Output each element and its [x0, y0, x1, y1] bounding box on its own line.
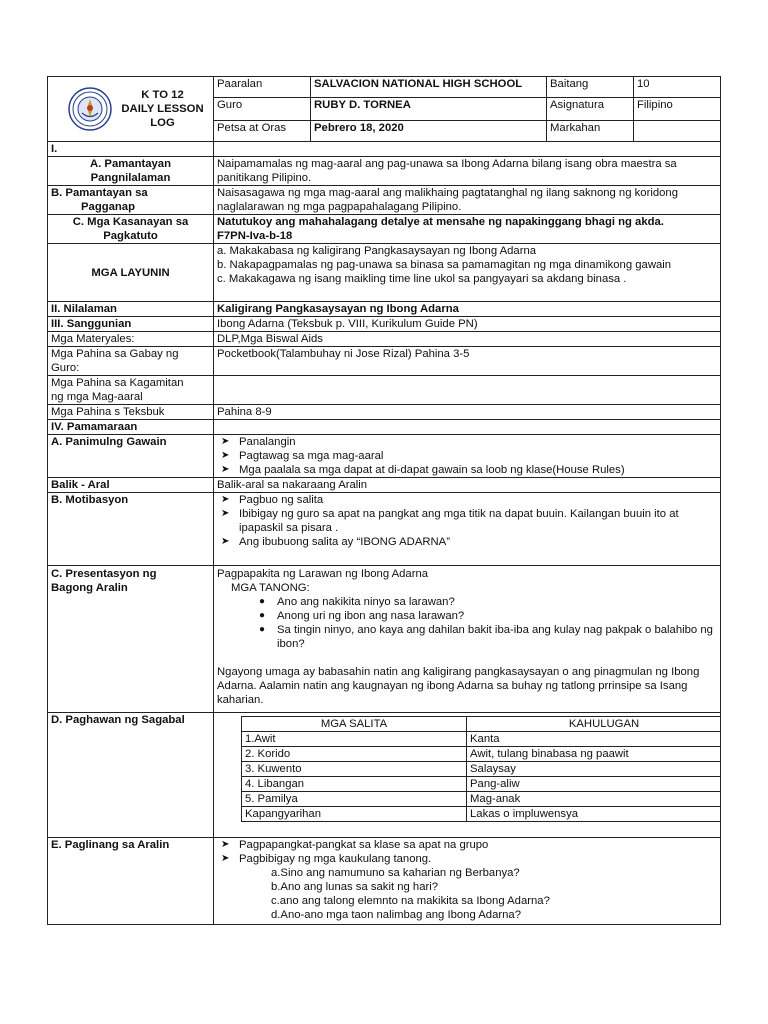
list-item: ● Sa tingin ninyo, ano kaya ang dahilan bakit iba-iba ang kulay nag pakpak o balahibo ng ibon? [259, 624, 713, 650]
arrow-bullet-icon: ➤ [221, 494, 230, 505]
arrow-bullet-icon: ➤ [221, 436, 230, 447]
table-row [242, 732, 721, 747]
presentasyon-content [214, 566, 721, 713]
table-row [242, 777, 721, 792]
kasanayan-label: C. Mga Kasanayan sa Pagkatuto [48, 215, 214, 244]
vocab-header-meaning: KAHULUGAN [467, 717, 721, 732]
list-item: ● Anong uri ng ibon ang nasa larawan? [259, 610, 465, 622]
layunin-list [214, 244, 721, 302]
list-item: ➤ Mga paalala sa mga dapat at di-dapat gawain sa loob ng klase(House Rules) [221, 464, 625, 476]
vocab-meaning: Pang-aliw [467, 777, 721, 792]
dot-bullet-icon: ● [259, 610, 266, 621]
lesson-log-page [47, 76, 720, 925]
baitang-label: Baitang [547, 77, 634, 98]
layunin-label: MGA LAYUNIN [48, 244, 214, 302]
vocab-meaning: Salaysay [467, 762, 721, 777]
arrow-bullet-icon: ➤ [221, 508, 230, 519]
list-item: ➤ Pagbibigay ng mga kaukulang tanong. [221, 853, 432, 865]
arrow-bullet-icon: ➤ [221, 464, 230, 475]
lesson-log-table [47, 76, 721, 925]
arrow-bullet-icon: ➤ [221, 853, 230, 864]
paglinang-question: c.ano ang talong elemnto na makikita sa Ibong Adarna? [271, 895, 550, 907]
paglinang-label: E. Paglinang sa Aralin [48, 838, 214, 925]
pamamaraan-empty [214, 420, 721, 435]
vocab-word: 4. Libangan [242, 777, 467, 792]
motibasyon-label: B. Motibasyon [48, 493, 214, 566]
pamantayan-pagganap-text: Naisasagawa ng mga mag-aaral ang malikhaing pagtatanghal ng ilang saknong ng koridong naglalarawan ng mga pagpapahalagang Pilipino. [214, 186, 721, 215]
vocab-table [241, 716, 721, 822]
presentasyon-paragraph: Ngayong umaga ay babasahin natin ang kaligirang pangkasaysayan o ang pinagmulan ng Ibong Adarna. Aalamin natin ang kaugnayan ng ibong Adarna sa buhay ng tatlong prrinsipe sa Isang kaharian. [217, 666, 700, 706]
arrow-bullet-icon: ➤ [221, 536, 230, 547]
guro-label: Guro [214, 97, 311, 120]
kagamitan-text [214, 376, 721, 405]
panimula-label: A. Panimulng Gawain [48, 435, 214, 478]
baitang-value: 10 [634, 77, 721, 98]
nilalaman-label: II. Nilalaman [48, 302, 214, 317]
vocab-meaning: Lakas o impluwensya [467, 807, 721, 822]
dot-bullet-icon: ● [259, 596, 266, 607]
panimula-list [214, 435, 721, 478]
materyales-label: Mga Materyales: [48, 332, 214, 347]
teksbuk-label: Mga Pahina s Teksbuk [48, 405, 214, 420]
vocab-meaning: Kanta [467, 732, 721, 747]
nilalaman-text: Kaligirang Pangkasaysayan ng Ibong Adarna [214, 302, 721, 317]
teksbuk-text: Pahina 8-9 [214, 405, 721, 420]
vocab-header-word: MGA SALITA [242, 717, 467, 732]
arrow-bullet-icon: ➤ [221, 450, 230, 461]
vocab-meaning: Awit, tulang binabasa ng paawit [467, 747, 721, 762]
vocab-word: 2. Korido [242, 747, 467, 762]
presentasyon-tanong: MGA TANONG: [231, 582, 310, 594]
guro-value: RUBY D. TORNEA [311, 97, 547, 120]
list-item: ➤ Pagbuo ng salita [221, 494, 324, 506]
pamantayan-pangnilalaman-text: Naipamamalas ng mag-aaral ang pag-unawa sa Ibong Adarna bilang isang obra maestra sa panitikang Pilipino. [214, 157, 721, 186]
table-row [242, 792, 721, 807]
sanggunian-label: III. Sanggunian [48, 317, 214, 332]
materyales-text: DLP,Mga Biswal Aids [214, 332, 721, 347]
kagamitan-label: Mga Pahina sa Kagamitan ng mga Mag-aaral [48, 376, 214, 405]
vocab-word: 3. Kuwento [242, 762, 467, 777]
motibasyon-list [214, 493, 721, 566]
paaralan-value: SALVACION NATIONAL HIGH SCHOOL [311, 77, 547, 98]
gabay-text: Pocketbook(Talambuhay ni Jose Rizal) Pahina 3-5 [214, 347, 721, 376]
section-i-label: I. [48, 142, 214, 157]
list-item: ➤ Panalangin [221, 436, 296, 448]
section-i-empty [214, 142, 721, 157]
dot-bullet-icon: ● [259, 624, 266, 635]
vocab-word: 5. Pamilya [242, 792, 467, 807]
layunin-item: b. Nakapagpamalas ng pag-unawa sa binasa sa pamamagitan ng mga dinamikong gawain [217, 259, 672, 271]
sanggunian-text: Ibong Adarna (Teksbuk p. VIII, Kurikulum Guide PN) [214, 317, 721, 332]
paghawan-content [214, 713, 721, 838]
layunin-item: a. Makakabasa ng kaligirang Pangkasaysayan ng Ibong Adarna [217, 245, 537, 257]
asignatura-value: Filipino [634, 97, 721, 120]
paglinang-question: a.Sino ang namumuno sa kaharian ng Berbanya? [271, 867, 520, 879]
paglinang-question: d.Ano-ano mga taon nalimbag ang Ibong Adarna? [271, 909, 521, 921]
paglinang-question: b.Ano ang lunas sa sakit ng hari? [271, 881, 439, 893]
petsa-label: Petsa at Oras [214, 121, 311, 142]
balik-aral-text: Balik-aral sa nakaraang Aralin [214, 478, 721, 493]
pamantayan-pangnilalaman-label: A. Pamantayan Pangnilalaman [48, 157, 214, 186]
paglinang-content [214, 838, 721, 925]
log-title: K TO 12 DAILY LESSON LOG [121, 89, 204, 129]
vocab-word: Kapangyarihan [242, 807, 467, 822]
kasanayan-text: Natutukoy ang mahahalagang detalye at mensahe ng napakinggang bhagi ng akda. F7PN-Iva-b-18 [214, 215, 721, 244]
header-logo-cell [48, 77, 214, 142]
pamamaraan-label: IV. Pamamaraan [48, 420, 214, 435]
presentasyon-label: C. Presentasyon ng Bagong Aralin [48, 566, 214, 713]
gabay-label: Mga Pahina sa Gabay ng Guro: [48, 347, 214, 376]
deped-seal-icon [68, 87, 112, 131]
list-item: ➤ Ibibigay ng guro sa apat na pangkat ang mga titik na dapat buuin. Kailangan buuin ito at ipapaskil sa pisara . [221, 508, 679, 534]
asignatura-label: Asignatura [547, 97, 634, 120]
balik-aral-label: Balik - Aral [48, 478, 214, 493]
petsa-value: Pebrero 18, 2020 [311, 121, 547, 142]
list-item: ● Ano ang nakikita ninyo sa larawan? [259, 596, 455, 608]
arrow-bullet-icon: ➤ [221, 839, 230, 850]
layunin-item: c. Makakagawa ng isang maikling time line ukol sa pangyayari sa akdang binasa . [217, 273, 627, 285]
pamantayan-pagganap-label: B. Pamantayan sa Pagganap [48, 186, 214, 215]
paghawan-label: D. Paghawan ng Sagabal [48, 713, 214, 838]
list-item: ➤ Pagpapangkat-pangkat sa klase sa apat na grupo [221, 839, 489, 851]
vocab-word: 1.Awit [242, 732, 467, 747]
markahan-label: Markahan [547, 121, 634, 142]
list-item: ➤ Ang ibubuong salita ay “IBONG ADARNA” [221, 536, 450, 548]
list-item: ➤ Pagtawag sa mga mag-aaral [221, 450, 384, 462]
table-row [242, 762, 721, 777]
markahan-value [634, 121, 721, 142]
presentasyon-intro: Pagpapakita ng Larawan ng Ibong Adarna [217, 568, 429, 580]
table-row [242, 807, 721, 822]
table-row [242, 747, 721, 762]
vocab-meaning: Mag-anak [467, 792, 721, 807]
paaralan-label: Paaralan [214, 77, 311, 98]
